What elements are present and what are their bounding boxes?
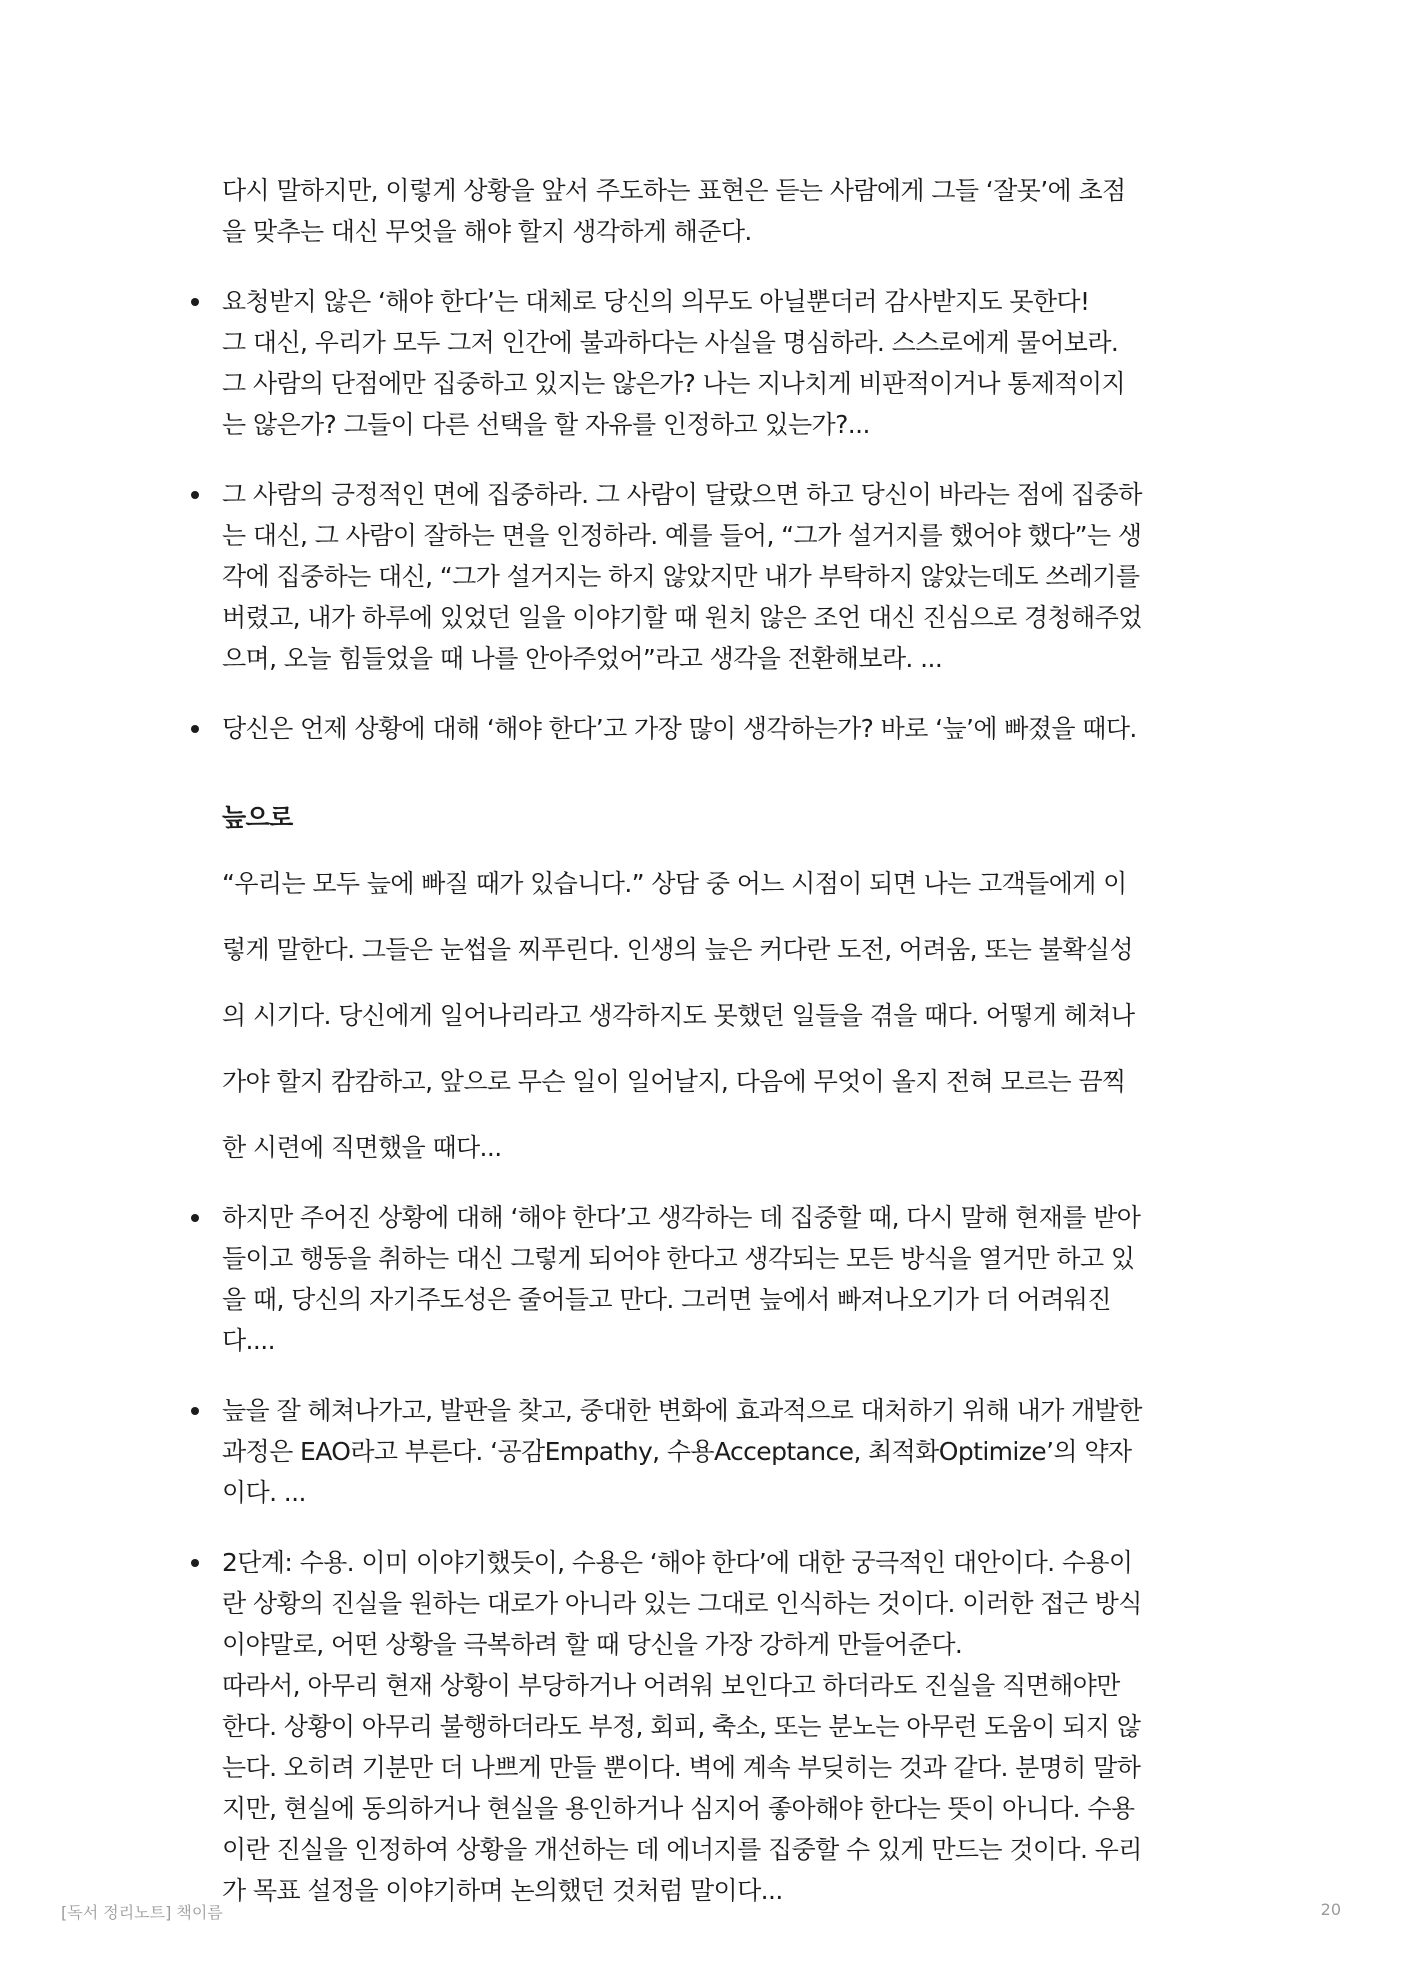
- text-line: 과정은 EAO라고 부른다. ‘공감Empathy, 수용Acceptance, 최적화Optimize’의 약자: [222, 1437, 1132, 1466]
- text-line: 이다. ...: [222, 1478, 306, 1507]
- text-line: 다....: [222, 1326, 275, 1355]
- footer-document-title: [독서 정리노트] 책이름: [61, 1903, 223, 1922]
- bullet-dot-icon: [191, 1214, 199, 1222]
- text-line: 요청받지 않은 ‘해야 한다’는 대체로 당신의 의무도 아닐뿐더러 감사받지도 못한다!: [222, 287, 1090, 316]
- bullet-dot-icon: [191, 725, 199, 733]
- text-line: 한 시련에 직면했을 때다...: [222, 1133, 502, 1162]
- text-line: 각에 집중하는 대신, “그가 설거지는 하지 않았지만 내가 부탁하지 않았는데도 쓰레기를: [222, 562, 1140, 591]
- text-line: 당신은 언제 상황에 대해 ‘해야 한다’고 가장 많이 생각하는가? 바로 ‘늪’에 빠졌을 때다.: [222, 714, 1137, 743]
- text-line: 을 맞추는 대신 무엇을 해야 할지 생각하게 해준다.: [222, 217, 752, 246]
- text-line: 들이고 행동을 취하는 대신 그렇게 되어야 한다고 생각되는 모든 방식을 열거만 하고 있: [222, 1244, 1135, 1273]
- page-content: [222, 170, 1242, 1940]
- text-line: 을 때, 당신의 자기주도성은 줄어들고 만다. 그러면 늪에서 빠져나오기가 더 어려워진: [222, 1285, 1111, 1314]
- text-line: 가 목표 설정을 이야기하며 논의했던 것처럼 말이다...: [222, 1876, 783, 1905]
- intro-paragraph: [222, 170, 1242, 252]
- text-line: 이야말로, 어떤 상황을 극복하려 할 때 당신을 가장 강하게 만들어준다.: [222, 1630, 963, 1659]
- bullet-dot-icon: [191, 1407, 199, 1415]
- text-line: 따라서, 아무리 현재 상황이 부당하거나 어려워 보인다고 하더라도 진실을 직면해야만: [222, 1671, 1120, 1700]
- text-line: 한다. 상황이 아무리 불행하더라도 부정, 회피, 축소, 또는 분노는 아무런 도움이 되지 않: [222, 1712, 1141, 1741]
- text-line: 지만, 현실에 동의하거나 현실을 용인하거나 심지어 좋아해야 한다는 뜻이 아니다. 수용: [222, 1794, 1135, 1823]
- text-line: 는 대신, 그 사람이 잘하는 면을 인정하라. 예를 들어, “그가 설거지를 했어야 했다”는 생: [222, 521, 1142, 550]
- bullet-item: [222, 1197, 1242, 1361]
- text-line: 늪을 잘 헤쳐나가고, 발판을 찾고, 중대한 변화에 효과적으로 대처하기 위해 내가 개발한: [222, 1396, 1142, 1425]
- text-line: 는 않은가? 그들이 다른 선택을 할 자유를 인정하고 있는가?...: [222, 410, 870, 439]
- text-line: 하지만 주어진 상황에 대해 ‘해야 한다’고 생각하는 데 집중할 때, 다시 말해 현재를 받아: [222, 1203, 1141, 1232]
- text-line: “우리는 모두 늪에 빠질 때가 있습니다.” 상담 중 어느 시점이 되면 나는 고객들에게 이: [222, 869, 1127, 898]
- text-line: 그 대신, 우리가 모두 그저 인간에 불과하다는 사실을 명심하라. 스스로에게 물어보라.: [222, 328, 1119, 357]
- text-line: 가야 할지 캄캄하고, 앞으로 무슨 일이 일어날지, 다음에 무엇이 올지 전혀 모르는 끔찍: [222, 1067, 1126, 1096]
- text-line: 2단계: 수용. 이미 이야기했듯이, 수용은 ‘해야 한다’에 대한 궁극적인 대안이다. 수용이: [222, 1548, 1133, 1577]
- text-line: 는다. 오히려 기분만 더 나쁘게 만들 뿐이다. 벽에 계속 부딪히는 것과 같다. 분명히 말하: [222, 1753, 1141, 1782]
- text-line: 이란 진실을 인정하여 상황을 개선하는 데 에너지를 집중할 수 있게 만드는 것이다. 우리: [222, 1835, 1142, 1864]
- section-swamp: [222, 797, 1242, 1168]
- bullet-dot-icon: [191, 1559, 199, 1567]
- section-heading: 늪으로: [222, 803, 293, 832]
- text-line: 다시 말하지만, 이렇게 상황을 앞서 주도하는 표현은 듣는 사람에게 그들 ‘잘못’에 초점: [222, 176, 1126, 205]
- footer-page-number: 20: [1320, 1900, 1341, 1919]
- bullet-item: [222, 281, 1242, 445]
- bullet-item: [222, 1390, 1242, 1513]
- text-line: 의 시기다. 당신에게 일어나리라고 생각하지도 못했던 일들을 겪을 때다. 어떻게 헤쳐나: [222, 1001, 1135, 1030]
- bullet-dot-icon: [191, 298, 199, 306]
- text-line: 렇게 말한다. 그들은 눈썹을 찌푸린다. 인생의 늪은 커다란 도전, 어려움, 또는 불확실성: [222, 935, 1133, 964]
- text-line: 버렸고, 내가 하루에 있었던 일을 이야기할 때 원치 않은 조언 대신 진심으로 경청해주었: [222, 603, 1142, 632]
- bullet-dot-icon: [191, 491, 199, 499]
- text-line: 그 사람의 긍정적인 면에 집중하라. 그 사람이 달랐으면 하고 당신이 바라는 점에 집중하: [222, 480, 1142, 509]
- text-line: 란 상황의 진실을 원하는 대로가 아니라 있는 그대로 인식하는 것이다. 이러한 접근 방식: [222, 1589, 1142, 1618]
- bullet-item: [222, 474, 1242, 679]
- text-line: 그 사람의 단점에만 집중하고 있지는 않은가? 나는 지나치게 비판적이거나 통제적이지: [222, 369, 1126, 398]
- bullet-item: [222, 1542, 1242, 1911]
- bullet-item: [222, 708, 1242, 749]
- text-line: 으며, 오늘 힘들었을 때 나를 안아주었어”라고 생각을 전환해보라. ...: [222, 644, 943, 673]
